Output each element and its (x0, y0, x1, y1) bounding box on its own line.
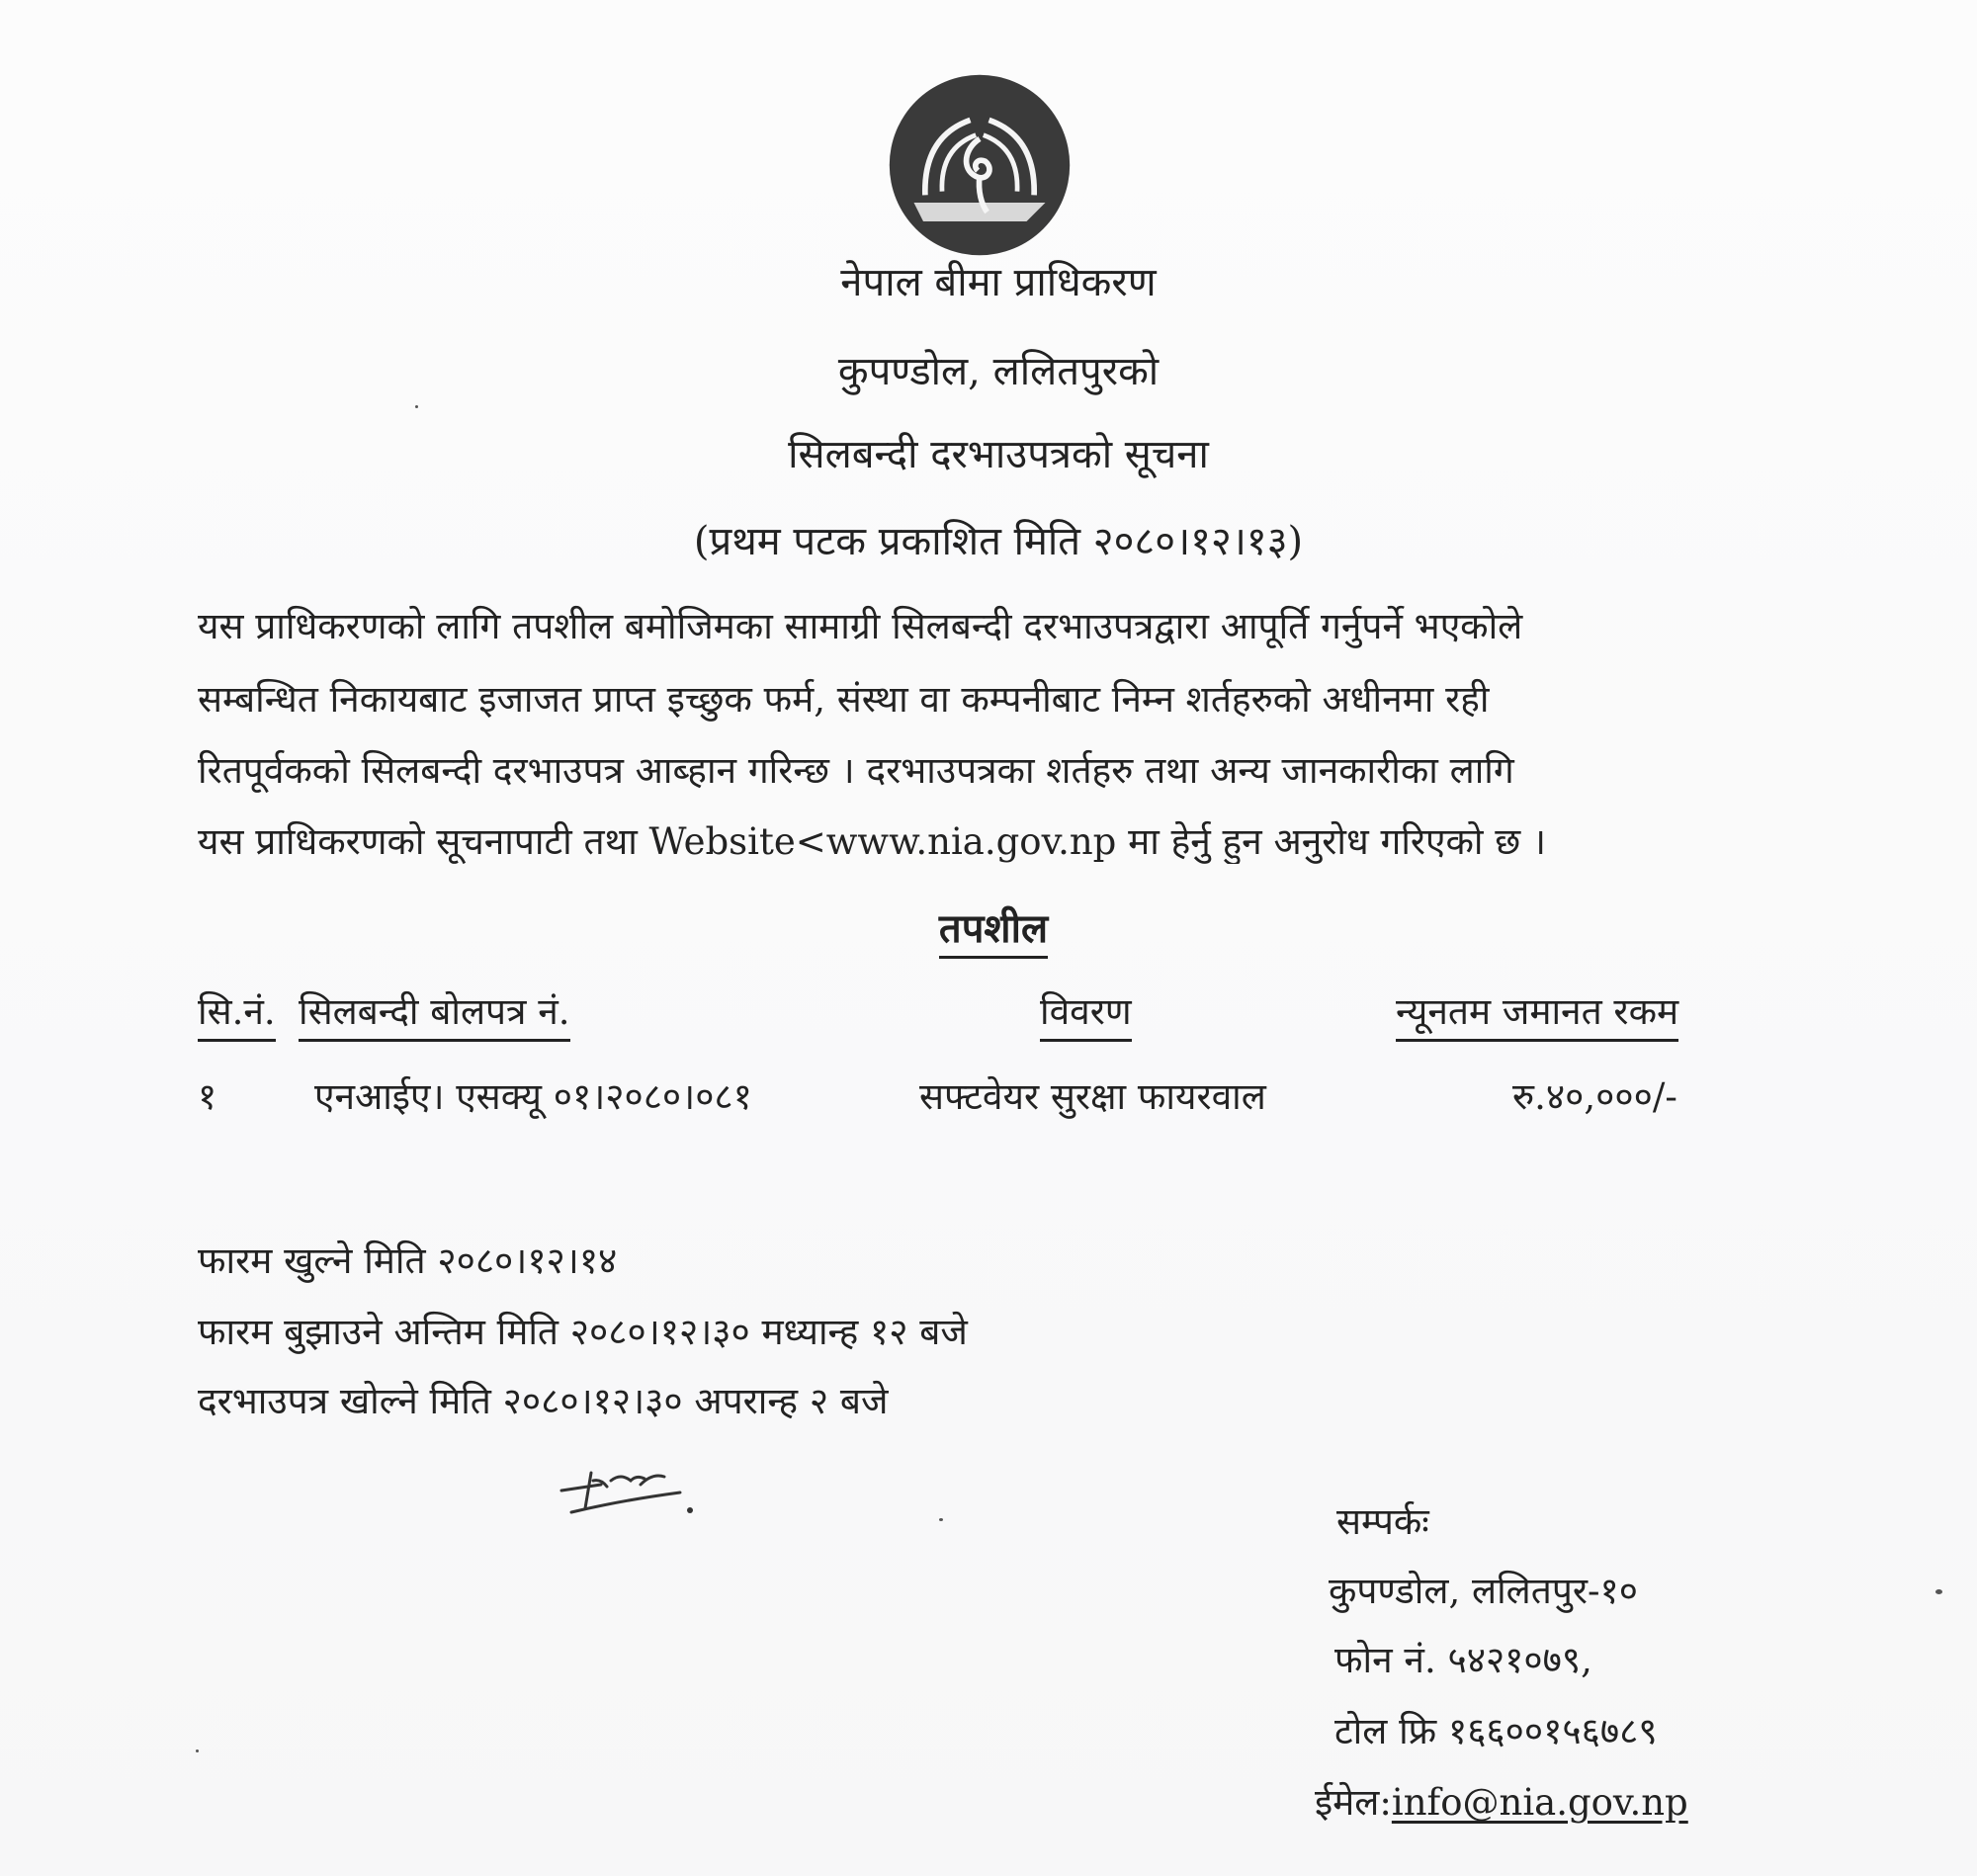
schedule-title (0, 899, 1977, 954)
org-name: नेपाल बीमा प्राधिकरण (840, 260, 1157, 305)
scan-speck (196, 1749, 199, 1752)
form-open-date: फारम खुल्ने मिति २०८०।१२।१४ (198, 1239, 618, 1282)
scan-speck (415, 405, 418, 408)
table-header-bid-no-text: सिलबन्दी बोलपत्र नं. (299, 990, 570, 1042)
table-header-amount (1396, 990, 1678, 1034)
table-header-description (1040, 990, 1132, 1034)
table-header-bid-no (299, 990, 570, 1034)
notice-title: सिलबन्दी दरभाउपत्रको सूचना (788, 432, 1209, 477)
scan-speck (1935, 1589, 1942, 1594)
publish-date: (प्रथम पटक प्रकाशित मिति २०८०।१२।१३) (693, 519, 1304, 564)
contact-email-label: ईमेल: (1315, 1781, 1392, 1824)
table-cell-sn: १ (198, 1075, 217, 1118)
contact-email-line (1315, 1781, 1688, 1825)
org-location: कुपण्डोल, ललितपुरको (837, 349, 1160, 394)
form-submit-deadline: फारम बुझाउने अन्तिम मिति २०८०।१२।३० मध्यान्ह १२ बजे (198, 1311, 968, 1353)
body-line-4: यस प्राधिकरणको सूचनापाटी तथा Website<www.nia.gov.np मा हेर्नु हुन अनुरोध गरिएको छ । (198, 820, 1547, 863)
body-line-1: यस प्राधिकरणको लागि तपशील बमोजिमका सामाग्री सिलबन्दी दरभाउपत्रद्वारा आपूर्ति गर्नुपर्ने भएकोले (198, 605, 1523, 647)
table-header-sn-text: सि.नं. (198, 990, 276, 1042)
body-line-3: रितपूर्वकको सिलबन्दी दरभाउपत्र आब्हान गरिन्छ । दरभाउपत्रका शर्तहरु तथा अन्य जानकारीका लागि (198, 749, 1514, 792)
table-header-amount-text: न्यूनतम जमानत रकम (1396, 990, 1678, 1042)
table-cell-amount: रु.४०,०००/- (1512, 1075, 1677, 1118)
table-header-description-text: विवरण (1040, 990, 1132, 1042)
contact-toll-free: टोल फ्रि १६६००१५६७८९ (1334, 1710, 1658, 1752)
scan-speck (939, 1518, 943, 1521)
table-cell-bid-no: एनआईए। एसक्यू ०१।२०८०।०८१ (314, 1075, 752, 1118)
contact-address: कुपण्डोल, ललितपुर-१० (1329, 1570, 1638, 1612)
schedule-title-text: तपशील (939, 905, 1048, 959)
nia-emblem-icon (886, 71, 1074, 259)
bid-open-date: दरभाउपत्र खोल्ने मिति २०८०।१२।३० अपरान्ह २ बजे (198, 1380, 889, 1422)
body-line-2: सम्बन्धित निकायबाट इजाजत प्राप्त इच्छुक फर्म, संस्था वा कम्पनीबाट निम्न शर्तहरुको अधीनमा रही (198, 678, 1490, 721)
contact-email-link[interactable]: info@nia.gov.np (1391, 1781, 1688, 1824)
signature-icon (542, 1451, 710, 1520)
table-header-sn (198, 990, 276, 1034)
contact-label: सम्पर्कः (1336, 1500, 1429, 1543)
contact-phone: फोन नं. ५४२१०७९, (1334, 1639, 1592, 1681)
table-cell-description: सफ्टवेयर सुरक्षा फायरवाल (919, 1075, 1266, 1118)
